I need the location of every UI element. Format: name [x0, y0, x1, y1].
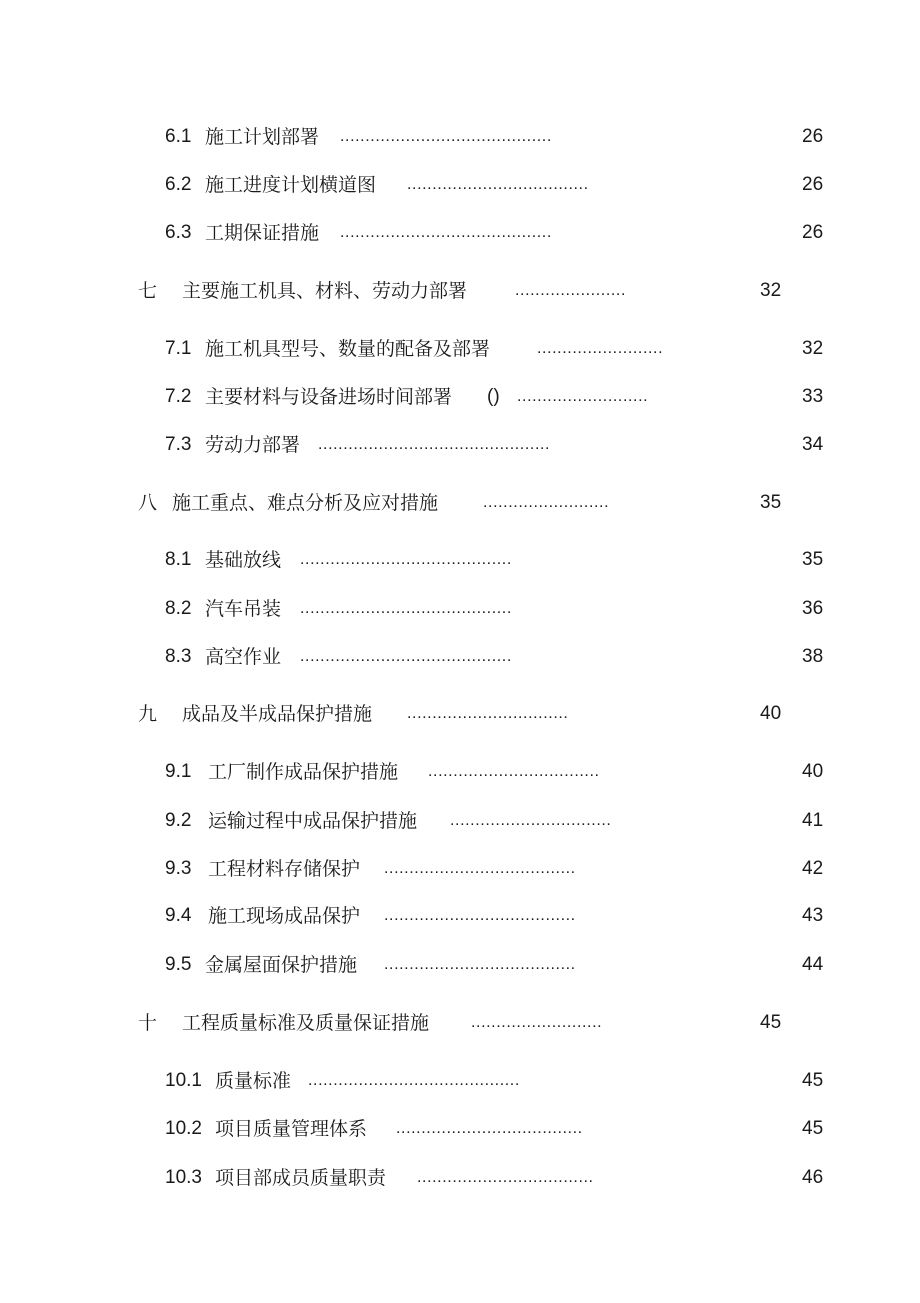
toc-leader-dots: ..........................................	[300, 648, 512, 665]
toc-page-number: 32	[760, 280, 782, 301]
toc-page-number: 36	[802, 598, 824, 619]
toc-chapter-number: 八	[138, 492, 158, 514]
toc-page-number: 43	[802, 905, 824, 926]
toc-page-number: 34	[802, 434, 824, 455]
toc-chapter-8[interactable]	[0, 489, 920, 517]
toc-leader-dots: ..........................................	[300, 600, 512, 617]
toc-title-parentheses: ()	[487, 386, 500, 407]
toc-title: 成品及半成品保护措施	[182, 703, 373, 725]
toc-title: 工程质量标准及质量保证措施	[182, 1012, 430, 1034]
toc-number: 7.2	[165, 386, 192, 407]
toc-entry-7-1[interactable]	[0, 335, 920, 363]
toc-page-number: 26	[802, 126, 824, 147]
toc-page-number: 45	[760, 1012, 782, 1033]
toc-number: 6.1	[165, 126, 192, 147]
toc-leader-dots: .........................	[483, 494, 610, 511]
toc-page-number: 26	[802, 174, 824, 195]
toc-title: 施工进度计划横道图	[205, 174, 377, 196]
toc-title: 主要施工机具、材料、劳动力部署	[182, 280, 468, 302]
toc-number: 7.3	[165, 434, 192, 455]
toc-number: 6.3	[165, 222, 192, 243]
toc-title: 工期保证措施	[205, 222, 320, 244]
toc-leader-dots: ....................................	[407, 176, 589, 193]
toc-number: 8.3	[165, 646, 192, 667]
toc-page-number: 35	[802, 549, 824, 570]
toc-number: 8.2	[165, 598, 192, 619]
toc-entry-9-5[interactable]	[0, 951, 920, 979]
toc-number: 9.3	[165, 858, 192, 879]
toc-leader-dots: ..........................................	[340, 128, 552, 145]
toc-entry-9-1[interactable]	[0, 758, 920, 786]
toc-entry-9-3[interactable]	[0, 855, 920, 883]
toc-leader-dots: .........................	[537, 340, 664, 357]
toc-chapter-10[interactable]	[0, 1009, 920, 1037]
toc-entry-8-1[interactable]	[0, 546, 920, 574]
toc-chapter-number: 九	[138, 703, 158, 725]
toc-entry-10-1[interactable]	[0, 1067, 920, 1095]
toc-chapter-7[interactable]	[0, 277, 920, 305]
toc-title: 工程材料存储保护	[208, 858, 361, 880]
toc-title: 工厂制作成品保护措施	[208, 761, 399, 783]
toc-number: 8.1	[165, 549, 192, 570]
toc-title: 汽车吊装	[205, 598, 282, 620]
toc-entry-6-2[interactable]	[0, 171, 920, 199]
toc-title: 项目部成员质量职责	[215, 1167, 387, 1189]
toc-page-number: 42	[802, 858, 824, 879]
toc-page-number: 33	[802, 386, 824, 407]
toc-leader-dots: ..........................................	[300, 551, 512, 568]
toc-page-number: 35	[760, 492, 782, 513]
toc-title: 施工机具型号、数量的配备及部署	[205, 338, 491, 360]
toc-chapter-number: 七	[138, 280, 158, 302]
toc-entry-7-3[interactable]	[0, 431, 920, 459]
toc-entry-6-3[interactable]	[0, 219, 920, 247]
toc-page-number: 46	[802, 1167, 824, 1188]
toc-entry-6-1[interactable]	[0, 123, 920, 151]
toc-leader-dots: ..........................................	[308, 1072, 520, 1089]
toc-page-number: 45	[802, 1070, 824, 1091]
toc-entry-8-2[interactable]	[0, 595, 920, 623]
toc-page-number: 40	[802, 761, 824, 782]
toc-title: 质量标准	[215, 1070, 292, 1092]
toc-number: 7.1	[165, 338, 192, 359]
toc-entry-10-3[interactable]	[0, 1164, 920, 1192]
toc-number: 9.1	[165, 761, 192, 782]
toc-title: 金属屋面保护措施	[205, 954, 358, 976]
toc-entry-10-2[interactable]	[0, 1115, 920, 1143]
toc-leader-dots: ................................	[450, 812, 612, 829]
toc-leader-dots: ..........................................	[340, 224, 552, 241]
toc-page-number: 32	[802, 338, 824, 359]
toc-leader-dots: ..........................	[471, 1014, 603, 1031]
toc-chapter-9[interactable]	[0, 700, 920, 728]
toc-leader-dots: ..........................	[517, 388, 649, 405]
toc-number: 9.4	[165, 905, 192, 926]
toc-title: 运输过程中成品保护措施	[208, 810, 418, 832]
toc-leader-dots: ..............................................	[318, 436, 551, 453]
toc-page-number: 44	[802, 954, 824, 975]
toc-leader-dots: ...................................	[417, 1169, 594, 1186]
toc-title: 施工现场成品保护	[208, 905, 361, 927]
toc-leader-dots: .....................................	[396, 1120, 583, 1137]
toc-leader-dots: ................................	[407, 705, 569, 722]
toc-title: 主要材料与设备进场时间部署	[205, 386, 453, 408]
toc-leader-dots: ......................	[515, 282, 626, 299]
toc-title: 劳动力部署	[205, 434, 301, 456]
toc-entry-7-2[interactable]	[0, 383, 920, 411]
toc-title: 施工计划部署	[205, 126, 320, 148]
toc-number: 9.5	[165, 954, 192, 975]
toc-title: 项目质量管理体系	[215, 1118, 368, 1140]
toc-entry-9-4[interactable]	[0, 902, 920, 930]
toc-page-number: 45	[802, 1118, 824, 1139]
toc-number: 9.2	[165, 810, 192, 831]
toc-entry-9-2[interactable]	[0, 807, 920, 835]
toc-leader-dots: ..................................	[428, 763, 600, 780]
toc-leader-dots: ......................................	[384, 860, 576, 877]
toc-page-number: 40	[760, 703, 782, 724]
toc-number: 6.2	[165, 174, 192, 195]
toc-number: 10.3	[165, 1167, 202, 1188]
toc-page-number: 38	[802, 646, 824, 667]
toc-leader-dots: ......................................	[384, 907, 576, 924]
toc-number: 10.2	[165, 1118, 202, 1139]
toc-page-number: 26	[802, 222, 824, 243]
toc-number: 10.1	[165, 1070, 202, 1091]
toc-title: 高空作业	[205, 646, 282, 668]
toc-title: 基础放线	[205, 549, 282, 571]
toc-chapter-number: 十	[138, 1012, 158, 1034]
toc-page-number: 41	[802, 810, 824, 831]
toc-entry-8-3[interactable]	[0, 643, 920, 671]
toc-leader-dots: ......................................	[384, 956, 576, 973]
toc-title: 施工重点、难点分析及应对措施	[172, 492, 439, 514]
